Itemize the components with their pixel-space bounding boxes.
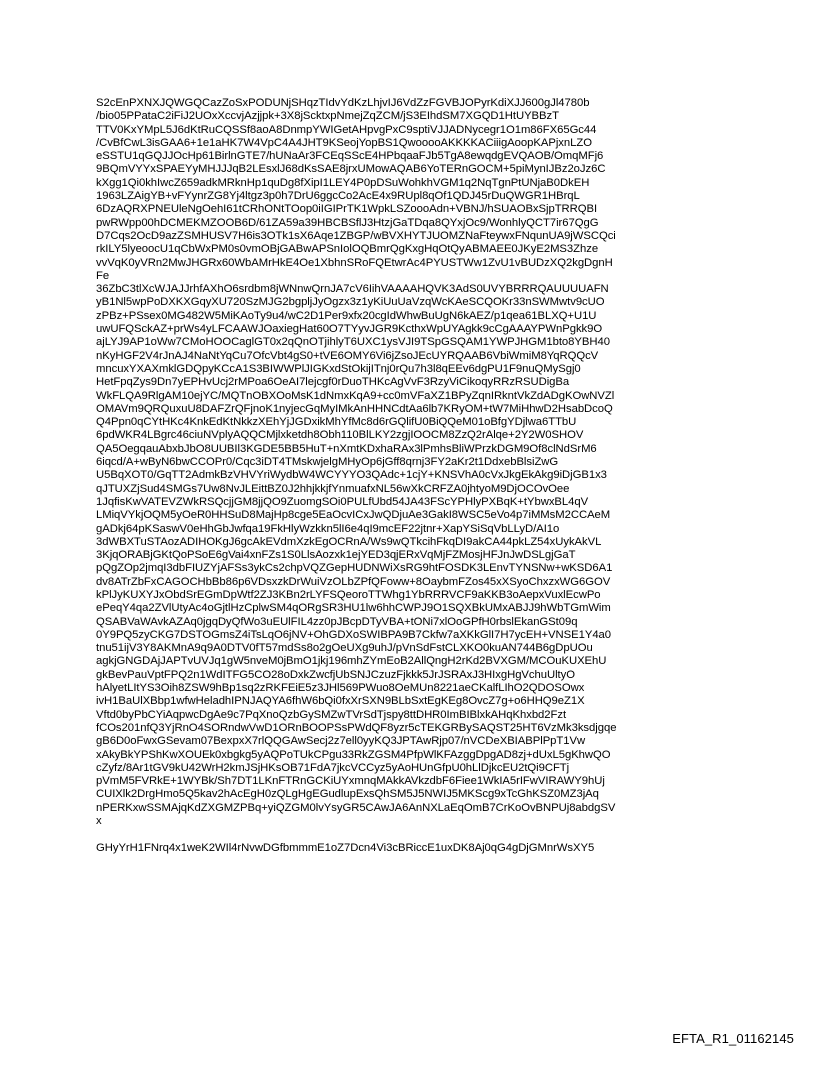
text-line: WkFLQA9RlgAM10ejYC/MQTnOBXOoMsK1dNmxKqA9+cc0mVFaXZ1BPyZqnIRkntVkZdADgKOwNVZl <box>96 389 615 402</box>
text-line: fCOs201nfQ3YjRnO4SORndwVwD1ORnBOOPSsPWdQF8yzr5cTEKGRBySAQST25HT6VzMk3ksdjgqe <box>96 721 617 734</box>
text-line: gB6D0oFwxGSevam07BexpxX7rlQQGAwSecj2z7ell0yyKQ3JPTAwRjp07/nVCDeXBIABPlPpT1Vw <box>96 735 586 748</box>
text-line: nPERKxwSSMAjqKdZXGMZPBq+yiQZGM0lvYsyGR5CAwJA6AnNXLaEqOmB7CrKoOvBNPUj8abdgSV <box>96 801 616 814</box>
text-line: TTV0KxYMpL5J6dKtRuCQSSf8aoA8DnmpYWIGetAHpvgPxC9sptiVJJADNycegr1O1m86FX65Gc44 <box>96 123 597 136</box>
text-line: 9BQmVYYxSPAEYyMHJJJqB2LEsxlJ68dKsSAE8jrxUMowAQAB6YoTERnGOCM+5piMynIJBz2oJz6C <box>96 163 606 176</box>
text-line: dv8ATrZbFxCAGOCHbBb86p6VDsxzkDrWuiVzOLbZPfQFoww+8OaybmFZos45xXSyoChxzxWG6GOV <box>96 575 611 588</box>
text-line: U5BqXOT0/GqTT2AdmkBzVHVYriWydbW4WCYYYO3QAdc+1cjY+KNSVhA0cVxJkgEkAkg9iDjGB1x3 <box>96 469 607 482</box>
text-line: kPlJyKUXYJxObdSrEGmDpWtf2ZJ3KBn2rLYFSQeoroTTWhg1YbRRRVCF9aKKB3oAepxVuxlEcwPo <box>96 588 601 601</box>
text-line: Fe <box>96 269 110 282</box>
text-line: Q4Ppn0qCYtHKc4KnkEdKtNkkzXEhYjJGDxikMhYfMc8d6rGQlifU0BiQQeM01oBfgYDjlwa6TTbU <box>96 416 577 429</box>
encoded-text-block <box>96 97 736 855</box>
text-line: xAkyBkYPShKwXOUEk0xbgkg5yAQPoTUkCPgu33RkZGSM4PfpWlKFAzggDpgAD8zj+dUxL5gKhwQO <box>96 748 611 761</box>
text-line: /CvBfCwL3isGAA6+1e1aHK7W4VpC4A4JHT9KSeojYopBS1QwooooAKKKKACiiigAoopKAPjxnLZO <box>96 136 592 149</box>
text-line: zPBz+PSsex0MG482W5MiKAoTy9u4/wC2D1Per9xfx20cgIdWhwBuUgN6kAEZ/p1qea61BLXQ+U1U <box>96 309 597 322</box>
text-line: nKyHGF2V4rJnAJ4NaNtYqCu7OfcVbt4gS0+tVE6OMY6Vi6jZsoJEcUYRQAAB6VbiWmiM8YqRQQcV <box>96 349 599 362</box>
text-line: 6iqcd/A+wByN6bwCCOPr0/Cqc3iDT4TMskwjelgMHyOp6jGff8qrnj3FY2aKr2t1DdxebBlsiZwG <box>96 456 559 469</box>
text-line: 1JqfisKwVATEVZWkRSQcjjGM8jjQO9ZuomgSOi0PULfUbd54JA43FScYPHlyPXBqK+tYbwxBL4qV <box>96 495 589 508</box>
text-line: tnu51ijV3Y8AKMnA9q9A0DTV0fT57mdSs8o2gOeUXg9uhJ/pVnSdFstCLXKO0kuAN744B6gDpUOu <box>96 642 593 655</box>
text-line: yB1Nl5wpPoDXKXGqyXU720SzMJG2bgpljJyOgzx3z1yKiUuUaVzqWcKAeSCQOKr33nSWMwtv9cUO <box>96 296 605 309</box>
text-line: vvVqK0yVRn2MwJHGRx60WbAMrHkE4Oe1XbhnSRoFQEtwrAc4PYUSTWw1ZvU1vBUDzXQ2kgDgnH <box>96 256 613 269</box>
text-line: GHyYrH1FNrq4x1weK2WIl4rNvwDGfbmmmE1oZ7Dcn4Vi3cBRiccE1uxDK8Aj0qG4gDjGMnrWsXY5 <box>96 841 595 854</box>
text-line: ajLYJ9AP1oWw7CMoHOOCaglGT0x2qQnOTjihlyT6UXC1ysVJI9TSpGSQAM1YWPJHGM1bto8YBH40 <box>96 336 610 349</box>
text-line: eSSTU1qGQJJOcHp61BirlnGTE7/hUNaAr3FCEqSScE4HPbqaaFJb5TgA8ewqdgEVQAOB/OmqMFj6 <box>96 150 604 163</box>
text-line: 0Y9PQ5zyCKG7DSTOGmsZ4iTsLqO6jNV+OhGDXoSWIBPA9B7Ckfw7aXKkGlI7H7ycEH+VNSE1Y4a0 <box>96 628 612 641</box>
text-line <box>96 828 736 841</box>
text-line: 36ZbC3tlXcWJAJJrhfAXhO6srdbm8jWNnwQrnJA7cV6IihVAAAAHQVK3AdS0UVYBRRRQAUUUUAFN <box>96 283 609 296</box>
text-line: hAlyetLItYS3Oih8ZSW9hBp1sq2zRKFEiE5z3JHl569PWuo8OeMUn8221aeCKalfLIhO2QDOSOwx <box>96 682 585 695</box>
bates-number: EFTA_R1_01162145 <box>672 1031 794 1046</box>
text-line: gkBevPauVptFPQ2n1WdITFG5CO28oDxkZwcfjUbSNJCzuzFjkkk5JrJSRAxJ3HIxgHgVchuUltyO <box>96 668 575 681</box>
text-line: LMiqVYkjOQM5yOeR0HHSuD8MajHp8cge5EaOcvICxJwQDjuAe3GakI8WSC5eVo4p7iMMsM2CCAeM <box>96 509 611 522</box>
text-line: D7Cqs2OcD9azZSMHUSV7H6is3OTk1sX6Aqe1ZBGP/wBVXHYTJUOMZNaFteywxFNqunUA9jWSCQci <box>96 229 616 242</box>
text-line: cZyfz/8Ar1tGV9kU42WrH2kmJSjHKsOB71FdA7jkcVCCyz5yAoHUnGfpU0hLlDjkcEU2tQi9CFTj <box>96 761 570 774</box>
text-line: pQgZOp2jmqI3dbFIUZYjAFSs3ykCs2chpVQZGepHUDNWiXsRG9htFOSDK3LEnvTYNSNw+wKSD6A1 <box>96 562 613 575</box>
text-line: ePeqY4qa2ZVlUtyAc4oGjtlHzCplwSM4qORgSR3HU1lw6hhCWPJ9O1SQXBkUMxABJJ9hWbTGmWim <box>96 602 611 615</box>
text-line: HetFpqZys9Dn7yEPHvUcj2rMPoa6OeAI7lejcgf0rDuoTHKcAgVvF3RzyViCikoqyRRzRSUDigBa <box>96 376 570 389</box>
text-line: x <box>96 815 102 828</box>
text-line: rkILY5lyeoocU1qCbWxPM0s0vmOBjGABwAPSnIolOQBmrQgKxgHqOtQyABMAEE0JKyE2MS3Zhze <box>96 243 599 256</box>
text-line: mncuxYXAXmklGDQpyKCcA1S3BIWWPlJIGKxdStOkijITnj0rQu7h3l8qEEv6dgPU1F9nuQMySgj0 <box>96 362 581 375</box>
text-line: gADkj64pKSaswV0eHhGbJwfqa19FkHlyWzkkn5lI6e4qI9mcEF22jtnr+XapYSiSqVbLLyD/AI1o <box>96 522 560 535</box>
text-line: uwUFQSckAZ+prWs4yLFCAAWJOaxiegHat60O7TYyvJGR9KcthxWpUYAgkk9cCgAAAYPWnPgkk9O <box>96 323 603 336</box>
text-line: /bio05PPataC2iFiJ2UOxXccvjAzjjpk+3X8jScktxpNmejZqZCM/jS3EIhdSM7XGQD1HtUYBBzT <box>96 110 559 123</box>
text-line: 6pdWKR4LBgrc46ciuNVplyAQQCMjlxketdh8Obh110BlLKY2zgjIOOCM8ZzQ2rAlqe+2Y2W0SHOV <box>96 429 584 442</box>
text-line: QSABVaWAvkAZAq0jgqDyQfWo3uEUlFIL4zz0pJBcpDTyVBA+tONi7xlOoGPfH0rbslEkanGSt09q <box>96 615 578 628</box>
text-line: pwRWpp00hDCMEKMZOOB6D/61ZA59a39HBCBSflJ3HtzjGaTDqa8QYxjOc9/WonhlyQCT7ir67QgG <box>96 216 599 229</box>
text-line: QA5OegqauAbxbJbO8UUBIl3KGDE5BB5HuT+nXmtKDxhaRAx3lPmhsBliWPrzkDGM9Of8clNdSrM6 <box>96 442 597 455</box>
text-line: qJTUXZjSud4SMGs7Uw8NvJLEittBZ0J2hhjkkjfYnmuafxNL56wXkCRFZA0jhtyoM9DjOCOvOee <box>96 482 570 495</box>
text-line: pVmM5FVRkE+1WYBk/Sh7DT1LKnFTRnGCKiUYxmnqMAkkAVkzdbF6Fiee1WkIA5rIFwVIRAWY9hUj <box>96 775 605 788</box>
text-line: S2cEnPXNXJQWGQCazZoSxPODUNjSHqzTIdvYdKzLhjvIJ6VdZzFGVBJOPyrKdiXJJ600gJl4780b <box>96 97 590 109</box>
text-line: agkjGNGDAjJAPTvUVJq1gW5nveM0jBmO1jkj196mhZYmEoB2AllQngH2rKd2BVXGM/MCOuKUXEhU <box>96 655 607 668</box>
text-line: Vftd0byPbCYiAqpwcDgAe9c7PqXnoQzbGySMZwTVrSdTjspy8ttDHR0ImBIBlxkAHqKhxbd2Fzt <box>96 708 567 721</box>
text-line: 3dWBXTuSTAozADIHOKgJ6gcAkEVdmXzkEgOCRnA/Ws9wQTkcihFkqDI9akCA44pkLZ54xUykAkVL <box>96 535 602 548</box>
text-line: kXgg1Qi0khIwcZ659adkMRknHp1quDg8fXipI1LEY4P0pDSuWohkhVGM1q2NqTgnPtUNjaB0DkEH <box>96 176 590 189</box>
text-line: OMAVm9QRQuxuU8DAFZrQFjnoK1nyjecGqMyIMkAnHHNCdtAa6lb7KRyOM+tW7MiHhwD2HsabDcoQ <box>96 402 613 415</box>
text-line: ivH1BaUlXBbp1wfwHeladhIPNJAQYA6fhW6bQi0fxXrSXN9BLbSxtEgKEg8OvcZ7g+o6HHQ9eZ1X <box>96 695 585 708</box>
text-line: CUIXlk2DrgHmo5Q5kav2hAcEgH0zQLgHgEGudlupExsQhSM5J5NWIJ5MKScg9xTcGhKSZ0MZ3jAq <box>96 788 599 801</box>
text-line: 3KjqORABjGKtQoPSoE6gVai4xnFZs1S0LlsAozxk1ejYED3qjERxVqMjFZMosjHFJnJwDSLgjGaT <box>96 549 576 562</box>
text-line: 6DzAQRXPNEUleNgOehI61tCRhONtTOop0iIGIPrTK1WpkLSZoooAdn+VBNJ/hSUAOBxSjpTRRQBI <box>96 203 598 216</box>
text-line: 1963LZAigYB+vFYynrZG8Yj4ltgz3p0h7DrU6ggcCo2AcE4x9RUpl8qOf1QDJ45rDuQWGR1HBrqL <box>96 190 580 203</box>
